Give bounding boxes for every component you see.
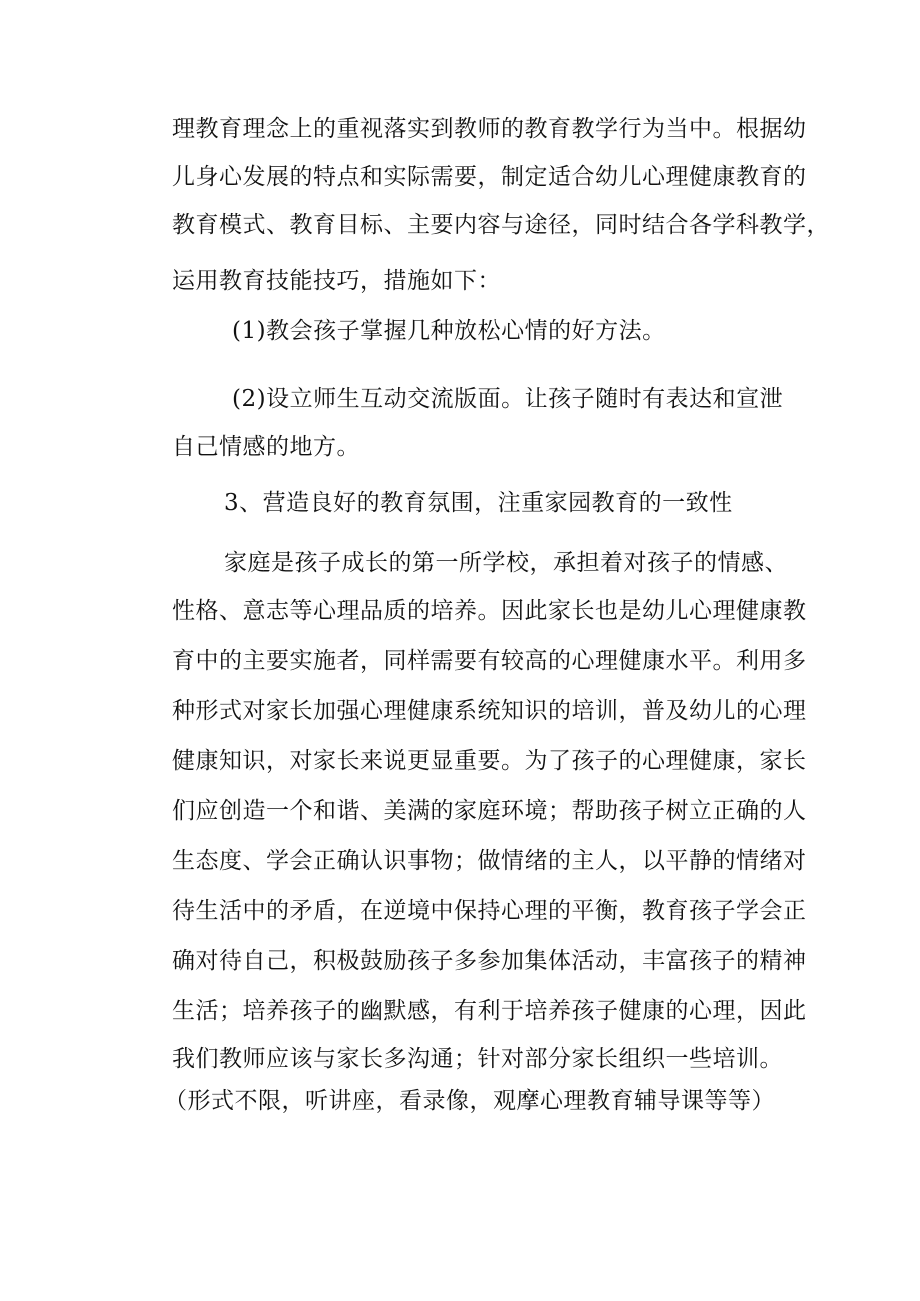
list-item-2: (2)设立师生互动交流版面。让孩子随时有表达和宣泄	[232, 386, 784, 412]
text-line: 们应创造一个和谐、美满的家庭环境；帮助孩子树立正确的人	[172, 798, 807, 824]
text-line: （形式不限，听讲座，看录像，观摩心理教育辅导课等等）	[164, 1088, 775, 1114]
text-line: 健康知识，对家长来说更显重要。为了孩子的心理健康，家长	[172, 748, 807, 774]
text-line: 理教育理念上的重视落实到教师的教育教学行为当中。根据幼	[172, 116, 807, 142]
text-line: 我们教师应该与家长多沟通；针对部分家长组织一些培训。	[172, 1046, 783, 1072]
text-line: 自己情感的地方。	[172, 434, 360, 460]
text-line: 种形式对家长加强心理健康系统知识的培训，普及幼儿的心理	[172, 698, 807, 724]
text-line: 性格、意志等心理品质的培养。因此家长也是幼儿心理健康教	[172, 598, 807, 624]
list-item-1: (1)教会孩子掌握几种放松心情的好方法。	[232, 318, 666, 344]
section-heading: 3、营造良好的教育氛围，注重家园教育的一致性	[224, 490, 733, 516]
text-line: 运用教育技能技巧，措施如下：	[172, 268, 501, 294]
text-line: 待生活中的矛盾，在逆境中保持心理的平衡，教育孩子学会正	[172, 898, 807, 924]
text-line: 教育模式、教育目标、主要内容与途径，同时结合各学科教学，	[172, 212, 830, 238]
text-line: 儿身心发展的特点和实际需要，制定适合幼儿心理健康教育的	[172, 164, 807, 190]
text-line: 生活；培养孩子的幽默感，有利于培养孩子健康的心理，因此	[172, 998, 807, 1024]
text-line: 育中的主要实施者，同样需要有较高的心理健康水平。利用多	[172, 648, 807, 674]
text-line: 家庭是孩子成长的第一所学校，承担着对孩子的情感、	[224, 550, 788, 576]
text-line: 确对待自己，积极鼓励孩子多参加集体活动，丰富孩子的精神	[172, 948, 807, 974]
text-line: 生态度、学会正确认识事物；做情绪的主人，以平静的情绪对	[172, 848, 807, 874]
